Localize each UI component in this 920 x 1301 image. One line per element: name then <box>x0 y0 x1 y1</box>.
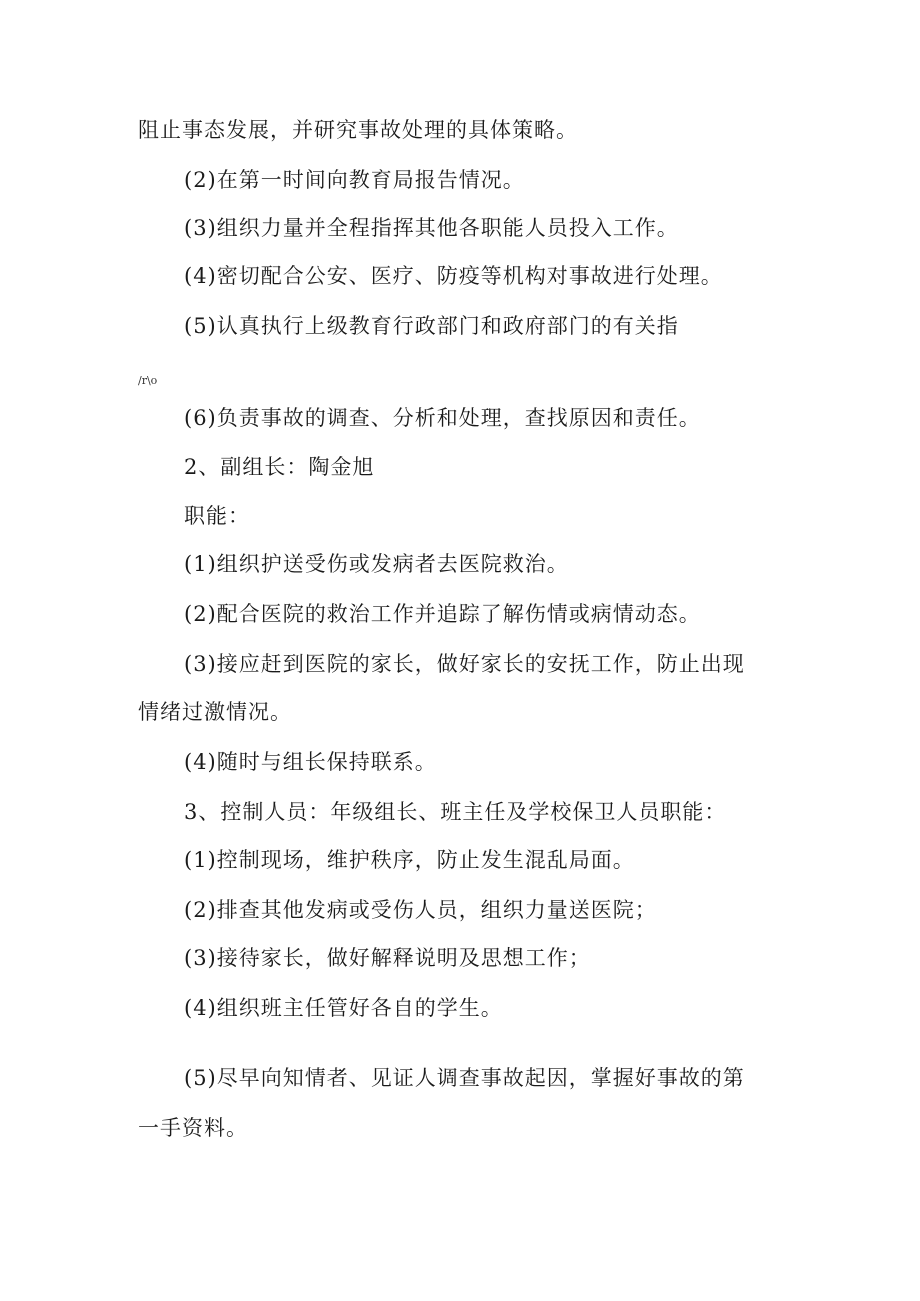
list-item: (3)接应赶到医院的家长，做好家长的安抚工作，防止出现 <box>184 652 745 676</box>
list-item: (3)接待家长，做好解释说明及思想工作； <box>184 946 591 970</box>
list-item: (1)组织护送受伤或发病者去医院救治。 <box>184 552 569 576</box>
list-item: (6)负责事故的调查、分析和处理，查找原因和责任。 <box>184 406 701 430</box>
list-item: (2)配合医院的救治工作并追踪了解伤情或病情动态。 <box>184 602 701 626</box>
list-item: (4)随时与组长保持联系。 <box>184 750 437 774</box>
list-item: (3)组织力量并全程指挥其他各职能人员投入工作。 <box>184 216 679 240</box>
paragraph-line: 阻止事态发展，并研究事故处理的具体策略。 <box>138 118 578 142</box>
section-label: 职能： <box>184 504 250 528</box>
list-item: (4)密切配合公安、医疗、防疫等机构对事故进行处理。 <box>184 264 723 288</box>
list-item: (4)组织班主任管好各自的学生。 <box>184 996 503 1020</box>
list-item: (2)排查其他发病或受伤人员，组织力量送医院； <box>184 898 657 922</box>
list-item: (1)控制现场，维护秩序，防止发生混乱局面。 <box>184 848 635 872</box>
paragraph-line: 一手资料。 <box>138 1116 248 1140</box>
stray-mark: /r\o <box>138 374 158 387</box>
list-item: (2)在第一时间向教育局报告情况。 <box>184 168 525 192</box>
list-item: (5)尽早向知情者、见证人调查事故起因，掌握好事故的第 <box>184 1066 745 1090</box>
section-heading: 3、控制人员：年级组长、班主任及学校保卫人员职能： <box>184 800 727 824</box>
list-item: (5)认真执行上级教育行政部门和政府部门的有关指 <box>184 314 679 338</box>
paragraph-line: 情绪过激情况。 <box>138 700 292 724</box>
section-heading: 2、副组长：陶金旭 <box>184 455 375 479</box>
